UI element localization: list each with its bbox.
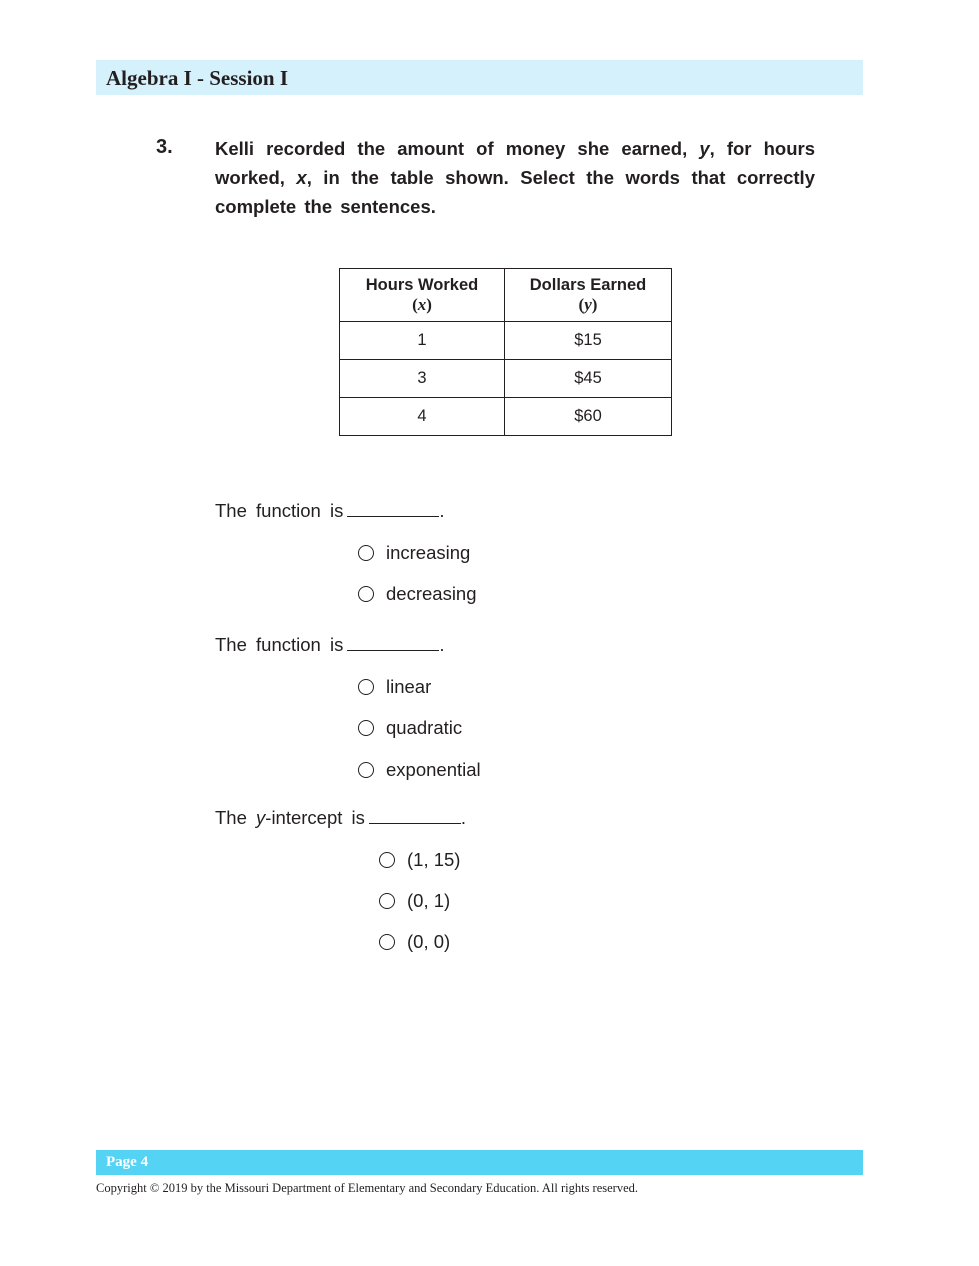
- option-label: quadratic: [386, 717, 463, 738]
- option-linear[interactable]: [358, 676, 431, 698]
- table-header-row: [340, 269, 672, 322]
- header-bar: [96, 60, 863, 95]
- stem-var-y: y: [699, 138, 710, 159]
- prompt-var-y: y: [256, 807, 266, 828]
- var-x: x: [417, 295, 427, 314]
- radio-button-icon[interactable]: [379, 852, 395, 868]
- stem-var-x: x: [296, 167, 307, 188]
- radio-button-icon[interactable]: [379, 893, 395, 909]
- question-stem: [215, 134, 815, 221]
- option-label: (0, 1): [407, 890, 451, 911]
- prompt-direction: The function is .: [215, 500, 445, 521]
- copyright-text: Copyright © 2019 by the Missouri Department of Elementary and Secondary Education. All rights reserved.: [96, 1181, 639, 1195]
- table-header-dollars: [505, 269, 672, 322]
- radio-button-icon[interactable]: [358, 720, 374, 736]
- footer-bar: [96, 1150, 863, 1175]
- option-label: (0, 0): [407, 931, 451, 952]
- header-var: (y): [578, 295, 598, 314]
- prompt-text: The: [215, 807, 247, 828]
- option-label: (1, 15): [407, 849, 461, 870]
- prompt-text: The function is: [215, 500, 344, 521]
- stem-text: , for hours worked,: [215, 138, 815, 188]
- table-cell-hours: 1: [340, 322, 505, 360]
- radio-button-icon[interactable]: [358, 545, 374, 561]
- header-label: Hours Worked: [365, 276, 479, 294]
- table-cell-hours: 4: [340, 398, 505, 436]
- option-quadratic[interactable]: [358, 717, 462, 739]
- table-cell-hours: 3: [340, 360, 505, 398]
- prompt-text: -intercept is: [265, 807, 365, 828]
- option-decreasing[interactable]: [358, 583, 477, 605]
- prompt-text: The function is: [215, 634, 344, 655]
- option-label: increasing: [386, 542, 471, 563]
- radio-button-icon[interactable]: [358, 679, 374, 695]
- answer-blank: [347, 500, 439, 517]
- prompt-y-intercept: The y-intercept is .: [215, 807, 467, 828]
- option-label: decreasing: [386, 583, 477, 604]
- option-0-0[interactable]: [379, 931, 450, 953]
- option-label: linear: [386, 676, 432, 697]
- table-row: [340, 398, 672, 436]
- option-exponential[interactable]: [358, 759, 481, 781]
- table-cell-dollars: $15: [505, 322, 672, 360]
- answer-blank: [347, 634, 439, 651]
- table-row: [340, 360, 672, 398]
- table-row: [340, 322, 672, 360]
- header-var: (x): [412, 295, 432, 314]
- stem-text: Kelli recorded the amount of money she earned,: [215, 138, 700, 159]
- table-header-hours: [340, 269, 505, 322]
- page-number: Page 4: [106, 1154, 149, 1170]
- prompt-type: The function is .: [215, 634, 445, 655]
- stem-text: , in the table shown. Select the words that correctly complete the sentences.: [215, 167, 815, 217]
- table-cell-dollars: $60: [505, 398, 672, 436]
- radio-button-icon[interactable]: [358, 586, 374, 602]
- data-table: [339, 268, 672, 436]
- option-increasing[interactable]: [358, 542, 470, 564]
- page-header-title: Algebra I - Session I: [106, 66, 289, 90]
- answer-blank: [369, 807, 461, 824]
- option-1-15[interactable]: [379, 849, 460, 871]
- var-y: y: [584, 295, 592, 314]
- header-label: Dollars Earned: [529, 276, 647, 294]
- question-number: 3.: [156, 136, 173, 158]
- table-cell-dollars: $45: [505, 360, 672, 398]
- option-label: exponential: [386, 759, 481, 780]
- radio-button-icon[interactable]: [379, 934, 395, 950]
- radio-button-icon[interactable]: [358, 762, 374, 778]
- option-0-1[interactable]: [379, 890, 450, 912]
